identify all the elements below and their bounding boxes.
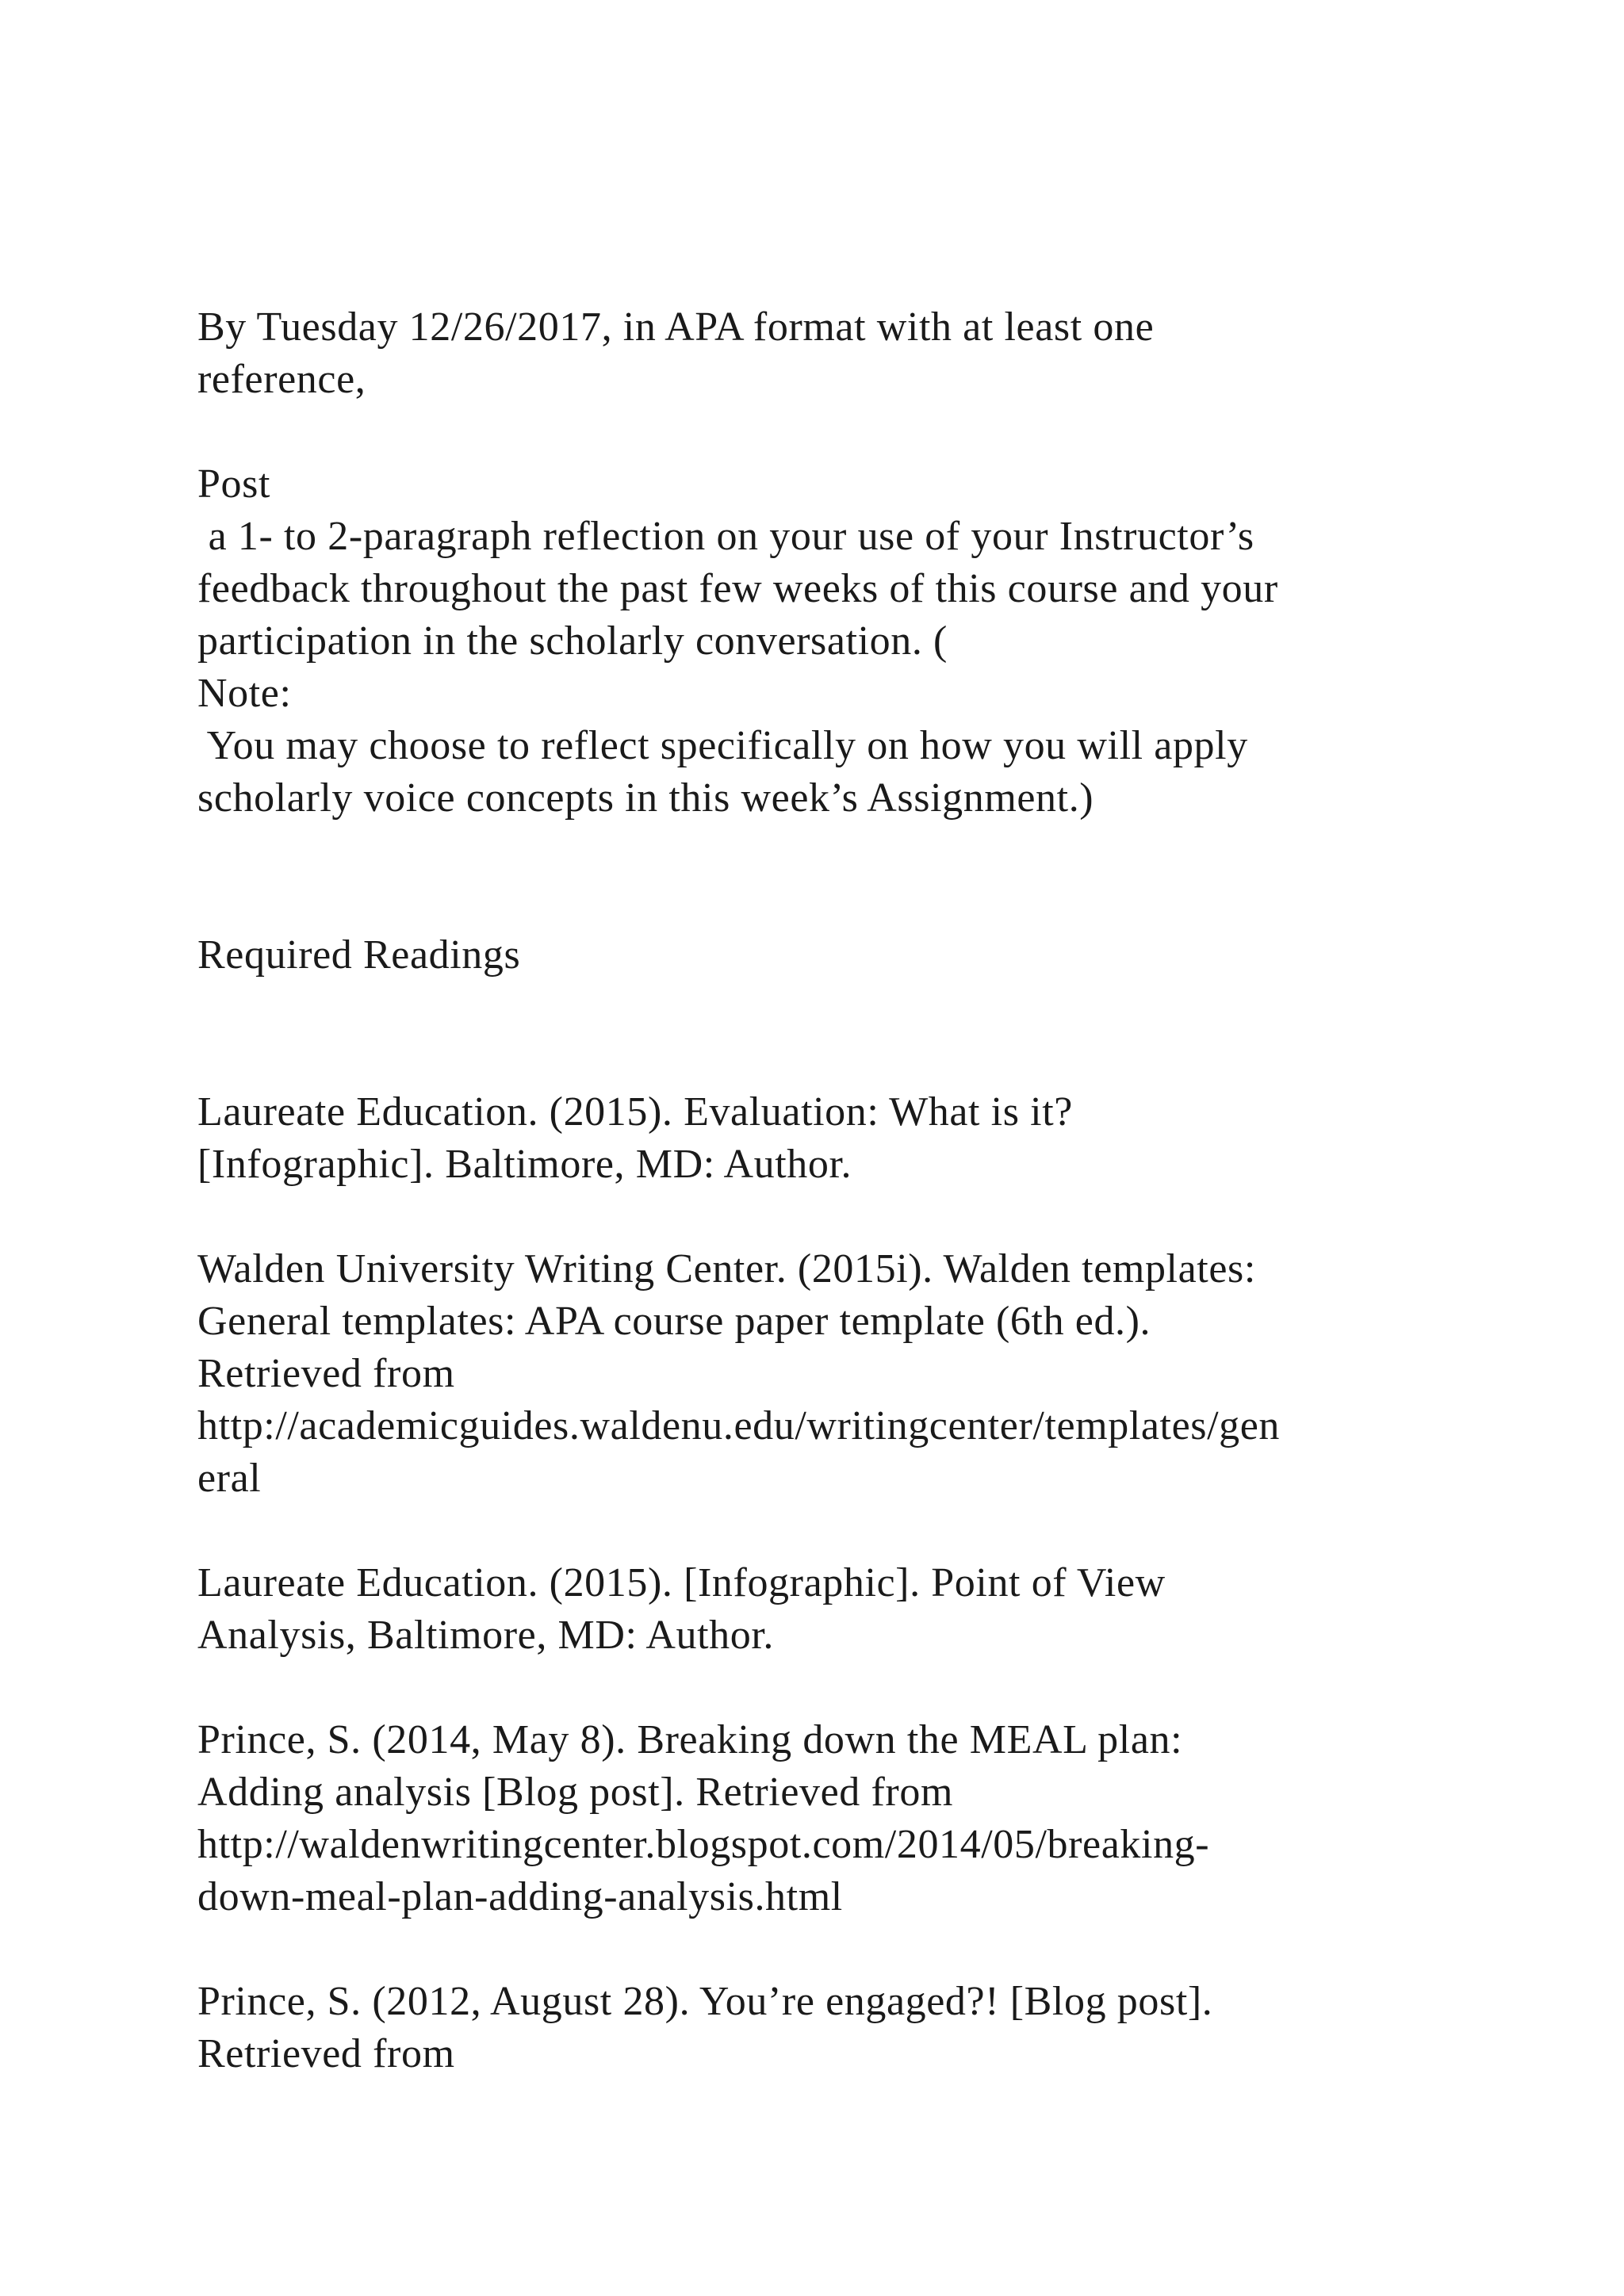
reference-line: Retrieved from <box>197 1351 455 1396</box>
assignment-post-line: a 1- to 2-paragraph reflection on your use of your Instructor’s <box>197 514 1254 559</box>
reference-line: Walden University Writing Center. (2015i). Walden templates: <box>197 1246 1256 1292</box>
reference-line: Laureate Education. (2015). Evaluation: What is it? <box>197 1089 1073 1135</box>
assignment-post-label: Post <box>197 461 271 507</box>
assignment-post-line: feedback throughout the past few weeks of this course and your <box>197 566 1278 611</box>
note-line: You may choose to reflect specifically on how you will apply <box>197 723 1248 768</box>
reference-line: Adding analysis [Blog post]. Retrieved from <box>197 1770 953 1815</box>
reference-line: Retrieved from <box>197 2031 455 2076</box>
reference-line: Prince, S. (2014, May 8). Breaking down the MEAL plan: <box>197 1717 1183 1762</box>
reference-url: http://academicguides.waldenu.edu/writingcenter/templates/gen <box>197 1403 1281 1448</box>
reference-url: down-meal-plan-adding-analysis.html <box>197 1874 843 1919</box>
reference-url: http://waldenwritingcenter.blogspot.com/2014/05/breaking- <box>197 1822 1210 1867</box>
reference-line: [Infographic]. Baltimore, MD: Author. <box>197 1142 852 1187</box>
reference-url: eral <box>197 1456 262 1501</box>
reference-line: Laureate Education. (2015). [Infographic]. Point of View <box>197 1560 1166 1605</box>
assignment-post-line: participation in the scholarly conversation. ( <box>197 618 948 664</box>
reference-line: Analysis, Baltimore, MD: Author. <box>197 1613 774 1658</box>
reference-line: Prince, S. (2012, August 28). You’re engaged?! [Blog post]. <box>197 1979 1213 2024</box>
note-line: scholarly voice concepts in this week’s Assignment.) <box>197 775 1094 821</box>
assignment-instructions-line: By Tuesday 12/26/2017, in APA format with at least one <box>197 304 1155 350</box>
note-label: Note: <box>197 671 292 716</box>
reference-line: General templates: APA course paper template (6th ed.). <box>197 1299 1151 1344</box>
required-readings-heading: Required Readings <box>197 932 521 978</box>
assignment-instructions-line: reference, <box>197 357 366 402</box>
